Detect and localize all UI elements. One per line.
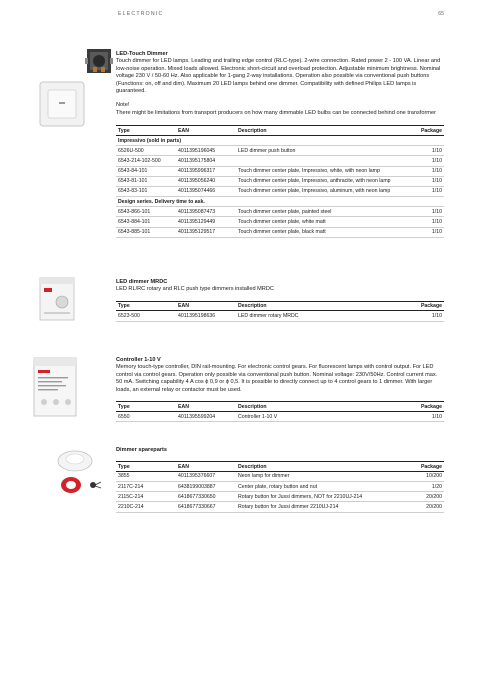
table-row: 6543-84-101 4011395996317 Touch dimmer center plate, Impressivo, white, with neon lamp 1/10 bbox=[116, 166, 444, 176]
table-row: 6543-214-102-500 4011395175804 1/10 bbox=[116, 156, 444, 166]
table-row: 6543-884-101 4011395129449 Touch dimmer center plate, white matt 1/10 bbox=[116, 217, 444, 227]
dimmer-insert-image bbox=[84, 46, 114, 76]
col-type: Type bbox=[116, 126, 176, 136]
col-package: Package bbox=[412, 126, 444, 136]
controller-table bbox=[116, 401, 444, 422]
table-header-row: Type EAN Description Package bbox=[116, 402, 444, 412]
group-row: Impressivo (sold in parts) bbox=[116, 135, 444, 145]
page-number: 65 bbox=[438, 11, 444, 17]
section-description: LED RL/RC rotary and RLC push type dimmers installed MRDC bbox=[116, 286, 274, 292]
led-touch-dimmer-table bbox=[116, 125, 444, 238]
section-title: Dimmer spareparts bbox=[116, 447, 167, 453]
table-row: 2117C-214 6438199003887 Center plate, rotary button and nut 1/20 bbox=[116, 481, 444, 491]
table-row: 6543-81-101 4011395056240 Touch dimmer center plate, Impressivo, anthracite, with neon lamp 1/10 bbox=[116, 176, 444, 186]
white-dimmer-plate-image bbox=[38, 80, 86, 128]
table-row: 3855 4011395376607 Neon lamp for dimmer 10/200 bbox=[116, 471, 444, 481]
section-description: Touch dimmer for LED lamps. Leading and trailing edge control (RLC-type). 2-wire connection. Rated power 2 - 100 VA. Linear and low-noise operation. Mixed loads allowed. Electronic short-circuit and overload protection. Adjustable minimum brightness. Nominal voltage 230 V / 50-60 Hz. Also applicable for 1-gang 2-way installations. Operation also possible via conventional push buttons (Functions: on, off and dim). Maximum 20 LED lamps behind one dimmer. Compatibility with defined Philips LED lamps is guaranteed. bbox=[116, 58, 441, 95]
table-row: 2210C-214 6418677330667 Rotary button for Jussi dimmer 2210UJ-214 20/200 bbox=[116, 502, 444, 512]
rotary-plate-image bbox=[56, 448, 94, 474]
rotary-nut-image bbox=[58, 474, 84, 496]
page-header bbox=[118, 11, 444, 21]
table-row: 6543-83-101 4011395074466 Touch dimmer center plate, Impressivo, aluminum, with neon lamp 1/10 bbox=[116, 186, 444, 196]
section-title: LED dimmer MRDC bbox=[116, 279, 168, 285]
table-row: 2115C-214 6418677330650 Rotary button for Jussi dimmers, NOT for 2210UJ-214 20/200 bbox=[116, 492, 444, 502]
table-row: 6543-885-101 4011395129517 Touch dimmer center plate, black matt 1/10 bbox=[116, 227, 444, 237]
note-label: Note! bbox=[116, 101, 130, 108]
section-title: Controller 1-10 V bbox=[116, 357, 161, 363]
table-row: 6543-866-101 4011395087473 Touch dimmer center plate, painted steel 1/10 bbox=[116, 207, 444, 217]
table-row: 6526U-500 4011395196045 LED dimmer push button 1/10 bbox=[116, 146, 444, 156]
led-touch-dimmer-section bbox=[116, 51, 444, 238]
section-description: Memory touch-type controller, DIN rail-mounting. For electronic control gears. For fluorescent lamps with control output. For LED control via control gears. Operation only possible via conventional push button. Nominal voltage: 230V/50Hz. Control current max. 50 mA. Switching capability 4 A cos ϕ 0,9 or ϕ 0,5. It is possible to directly connect up to 4 control gears to 1 dimmer. With larger loads, an external relay or contactor must be used. bbox=[116, 364, 438, 393]
section-name: ELECTRONIC bbox=[118, 11, 164, 17]
spareparts-table bbox=[116, 461, 444, 513]
controller-section bbox=[116, 357, 444, 422]
neon-lamp-image bbox=[88, 478, 102, 492]
group-row: Design series. Delivery time to ask. bbox=[116, 197, 444, 207]
table-header-row bbox=[116, 126, 444, 136]
table-row: 6550 4011395599204 Controller 1-10 V 1/10 bbox=[116, 412, 444, 422]
table-row: 6523-500 4011395198636 LED dimmer rotary MRDC 1/10 bbox=[116, 311, 444, 321]
led-dimmer-mrdc-section bbox=[116, 279, 444, 322]
col-ean: EAN bbox=[176, 126, 236, 136]
led-dimmer-mrdc-table bbox=[116, 301, 444, 322]
spareparts-section bbox=[116, 447, 444, 513]
controller-module-image bbox=[30, 356, 80, 418]
table-header-row: Type EAN Description Package bbox=[116, 462, 444, 472]
section-title: LED-Touch Dimmer bbox=[116, 51, 168, 57]
table-header-row: Type EAN Description Package bbox=[116, 301, 444, 311]
col-description: Description bbox=[236, 126, 412, 136]
din-rail-dimmer-image bbox=[36, 276, 78, 322]
note-text: There might be limitations from transport producers on how many dimmable LED bulbs can be connected behind one transformer bbox=[116, 109, 436, 116]
